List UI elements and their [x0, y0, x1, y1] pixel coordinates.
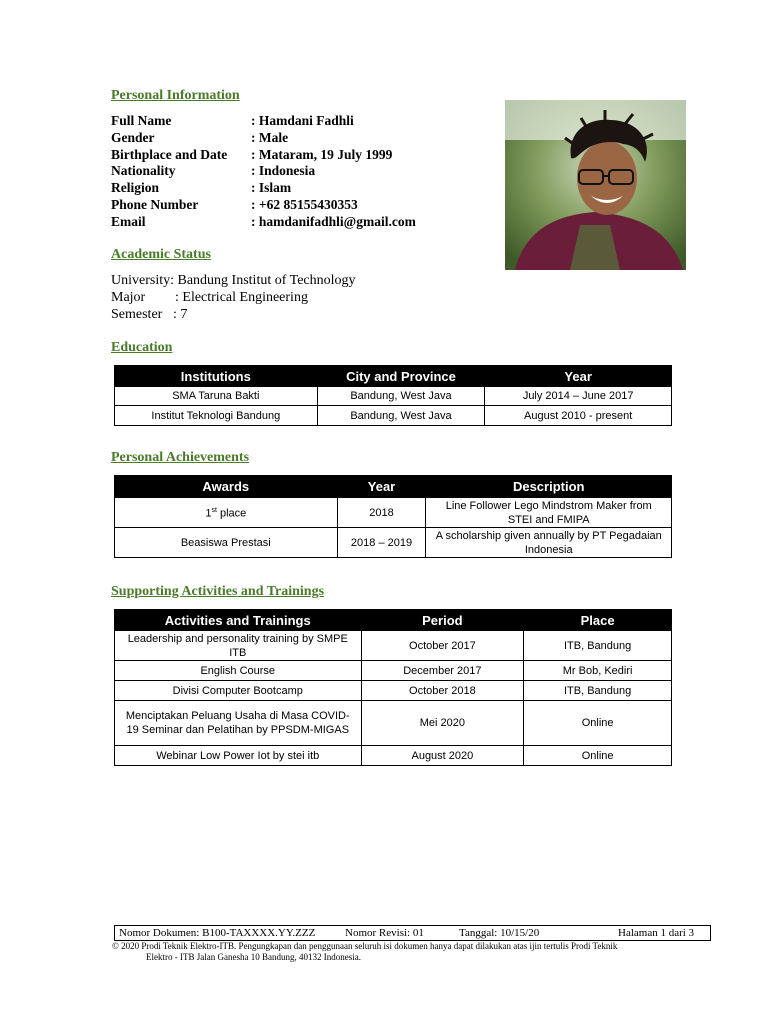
academic-label: University: [111, 273, 171, 288]
info-label: Full Name: [111, 113, 172, 128]
table-cell: July 2014 – June 2017: [485, 387, 672, 406]
document-footer: [114, 925, 711, 941]
table-cell: A scholarship given annually by PT Pegadaian Indonesia: [426, 528, 672, 558]
info-value: : Hamdani Fadhli: [251, 113, 354, 128]
table-row: [115, 746, 672, 766]
table-cell: SMA Taruna Bakti: [115, 387, 318, 406]
column-header: Year: [485, 366, 672, 387]
info-value: : Male: [251, 130, 289, 145]
info-label: Phone Number: [111, 197, 199, 212]
table-cell: Beasiswa Prestasi: [115, 528, 338, 558]
table-header-row: [115, 366, 672, 387]
table-cell: Divisi Computer Bootcamp: [115, 681, 362, 701]
table-cell: October 2017: [361, 631, 524, 661]
award-suffix: st: [211, 507, 217, 515]
info-value: : hamdanifadhli@gmail.com: [251, 214, 416, 229]
activities-title: Supporting Activities and Trainings: [111, 584, 325, 599]
info-value: : Indonesia: [251, 163, 316, 178]
column-header: Institutions: [115, 366, 318, 387]
table-cell: Online: [524, 701, 672, 746]
academic-row-major: [111, 289, 308, 306]
table-cell: ITB, Bandung: [524, 631, 672, 661]
academic-value: : Electrical Engineering: [175, 290, 308, 305]
profile-photo: [505, 100, 686, 270]
info-label: Nationality: [111, 163, 176, 178]
achievements-table: [114, 475, 672, 558]
table-row: [115, 661, 672, 681]
table-cell: Leadership and personality training by SMPE ITB: [115, 631, 362, 661]
copyright-line: © 2020 Prodi Teknik Elektro-ITB. Pengungkapan dan penggunaan seluruh isi dokumen hanya dapat dilakukan atas ijin tertulis Prodi Teknik: [112, 941, 618, 951]
table-cell: December 2017: [361, 661, 524, 681]
table-row: [115, 701, 672, 746]
academic-status-title: Academic Status: [111, 247, 211, 262]
table-cell: Bandung, West Java: [317, 387, 485, 406]
table-header-row: [115, 476, 672, 498]
table-row: [115, 681, 672, 701]
personal-info-title: Personal Information: [111, 88, 240, 103]
footer-document-number: Nomor Dokumen: B100-TAXXXX.YY.ZZZ: [119, 927, 316, 939]
academic-label: Semester: [111, 307, 163, 322]
academic-label: Major: [111, 290, 146, 305]
column-header: Period: [361, 610, 524, 631]
column-header: Year: [337, 476, 426, 498]
education-title: Education: [111, 340, 173, 355]
award-number: 1: [205, 507, 212, 520]
copyright-line: Elektro - ITB Jalan Ganesha 10 Bandung, 40132 Indonesia.: [146, 952, 361, 962]
table-cell: 2018 – 2019: [337, 528, 426, 558]
award-text: place: [216, 507, 247, 520]
column-header: Awards: [115, 476, 338, 498]
table-row: [115, 528, 672, 558]
footer-revision: Nomor Revisi: 01: [345, 927, 424, 939]
academic-value: : Bandung Institut of Technology: [170, 273, 356, 288]
table-cell: August 2010 - present: [485, 406, 672, 426]
academic-row-semester: [111, 306, 187, 323]
column-header: Activities and Trainings: [115, 610, 362, 631]
table-cell: [115, 498, 338, 528]
column-header: Place: [524, 610, 672, 631]
table-cell: Menciptakan Peluang Usaha di Masa COVID-19 Seminar dan Pelatihan by PPSDM-MIGAS: [115, 701, 362, 746]
person-photo-icon: [505, 100, 686, 270]
column-header: City and Province: [317, 366, 485, 387]
table-cell: 2018: [337, 498, 426, 528]
table-header-row: [115, 610, 672, 631]
table-cell: Bandung, West Java: [317, 406, 485, 426]
table-row: [115, 498, 672, 528]
education-table: [114, 365, 672, 426]
table-cell: English Course: [115, 661, 362, 681]
info-label: Birthplace and Date: [111, 147, 228, 162]
table-cell: Mei 2020: [361, 701, 524, 746]
info-label: Gender: [111, 130, 155, 145]
column-header: Description: [426, 476, 672, 498]
table-cell: Institut Teknologi Bandung: [115, 406, 318, 426]
academic-value: : 7: [173, 307, 188, 322]
table-cell: Line Follower Lego Mindstrom Maker from STEI and FMIPA: [426, 498, 672, 528]
info-value: : Islam: [251, 180, 292, 195]
activities-table: [114, 609, 672, 766]
academic-row-university: [111, 272, 356, 289]
table-cell: Webinar Low Power Iot by stei itb: [115, 746, 362, 766]
copyright-notice: [112, 941, 712, 963]
table-cell: Mr Bob, Kediri: [524, 661, 672, 681]
achievements-title: Personal Achievements: [111, 450, 250, 465]
table-row: [115, 631, 672, 661]
table-cell: October 2018: [361, 681, 524, 701]
table-cell: ITB, Bandung: [524, 681, 672, 701]
info-label: Religion: [111, 180, 160, 195]
table-row: [115, 406, 672, 426]
footer-page: Halaman 1 dari 3: [618, 927, 695, 939]
info-value: : Mataram, 19 July 1999: [251, 147, 393, 162]
info-label: Email: [111, 214, 146, 229]
info-value: : +62 85155430353: [251, 197, 358, 212]
footer-date: Tanggal: 10/15/20: [459, 927, 540, 939]
table-row: [115, 387, 672, 406]
table-cell: August 2020: [361, 746, 524, 766]
table-cell: Online: [524, 746, 672, 766]
